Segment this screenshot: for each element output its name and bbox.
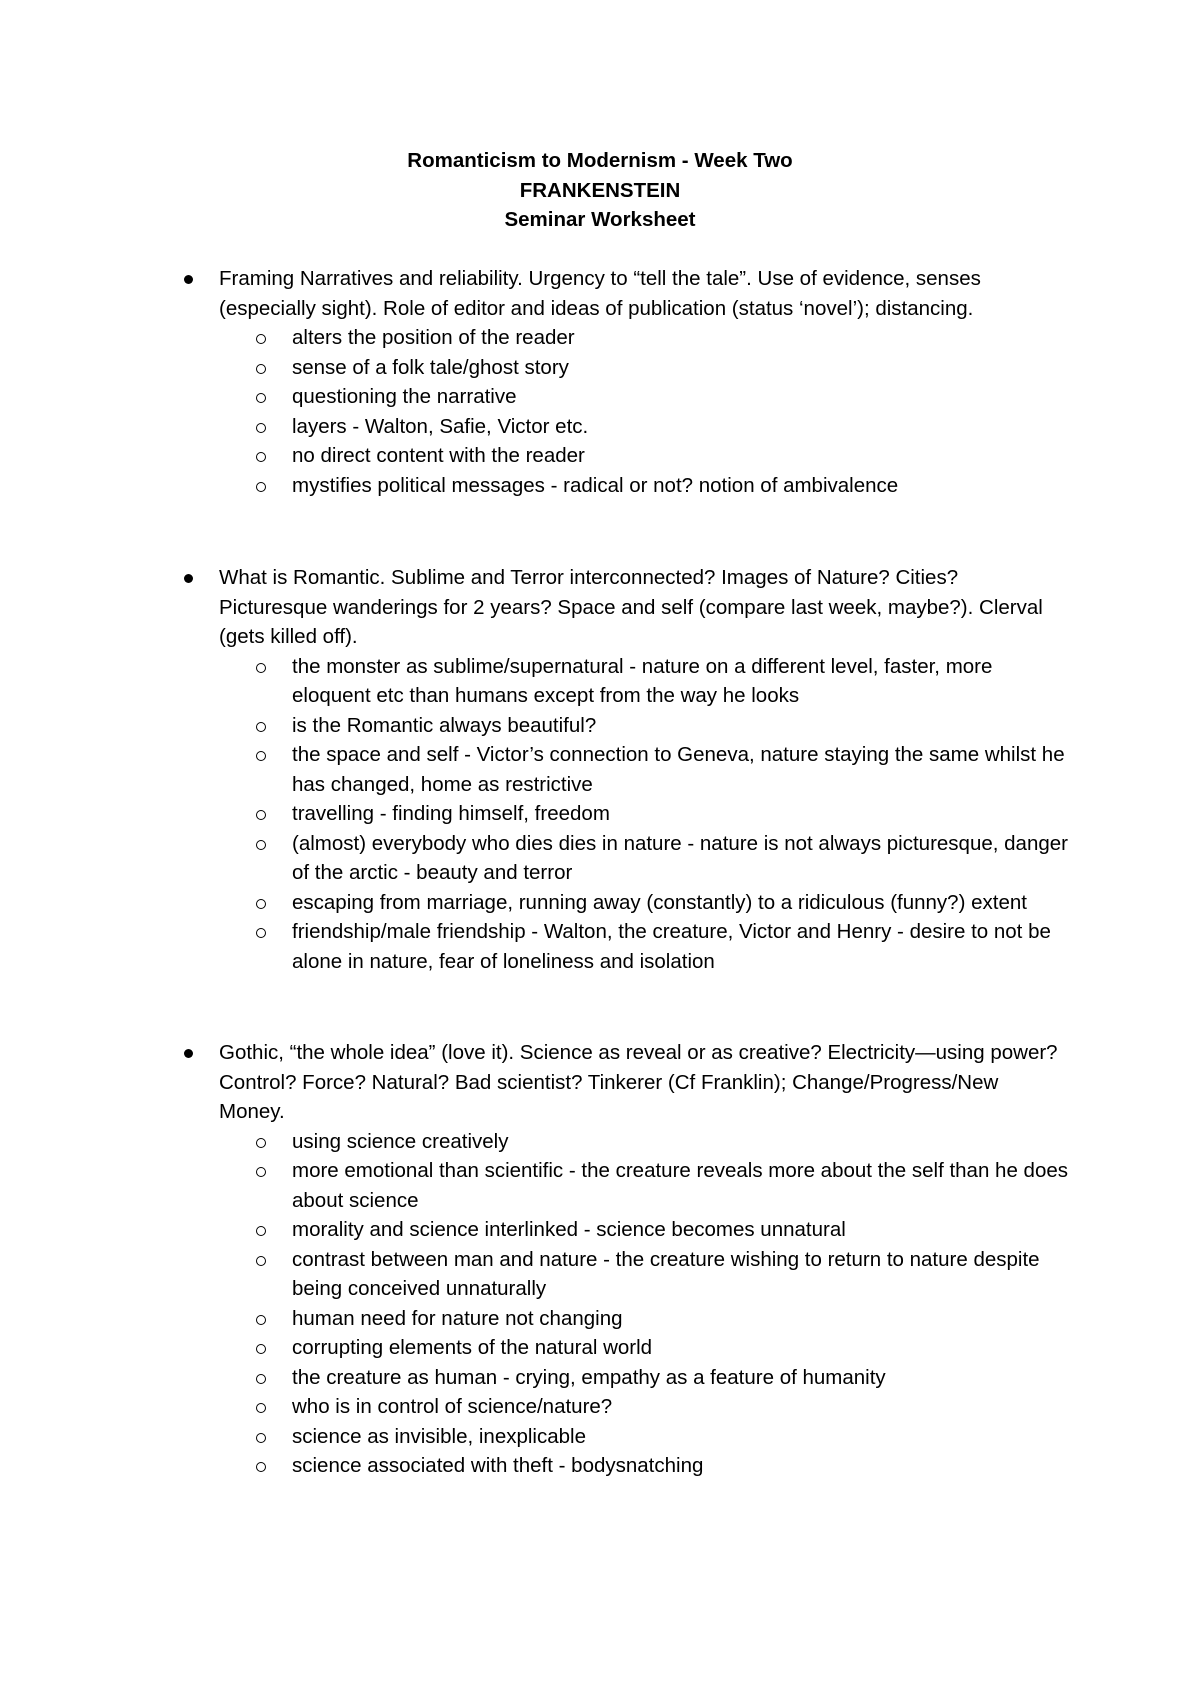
circle-bullet-icon (256, 364, 266, 374)
sub-item-text: who is in control of science/nature? (292, 1395, 613, 1418)
circle-bullet-icon (256, 722, 266, 732)
sub-item (292, 652, 1072, 711)
sub-item-text: travelling - finding himself, freedom (292, 802, 610, 825)
document-subtitle: FRANKENSTEIN (519, 178, 681, 202)
sub-item-text: sense of a folk tale/ghost story (292, 355, 569, 379)
sub-item (292, 323, 1072, 353)
sub-list (0, 1127, 1200, 1481)
circle-bullet-icon (256, 899, 266, 909)
sub-item-text: (almost) everybody who dies dies in nature - nature is not always picturesque, danger of the arctic - beauty and terror (292, 831, 1068, 884)
circle-bullet-icon (256, 1374, 266, 1384)
circle-bullet-icon (256, 1256, 266, 1266)
bullet-dot-icon (184, 1049, 193, 1058)
sub-item (292, 917, 1072, 976)
circle-bullet-icon (256, 1344, 266, 1354)
bullet-text: Framing Narratives and reliability. Urgency to “tell the tale”. Use of evidence, senses (especially sight). Role of editor and ideas of publication (status ‘novel’); distancing. (219, 267, 981, 320)
circle-bullet-icon (256, 663, 266, 673)
document-title: Romanticism to Modernism - Week Two (407, 149, 793, 172)
sub-item (292, 1363, 1072, 1393)
sub-item (292, 382, 1072, 412)
document-header (0, 146, 1200, 235)
sub-item-text: science as invisible, inexplicable (292, 1424, 586, 1448)
sub-item (292, 1392, 1072, 1422)
sub-item-text: no direct content with the reader (292, 444, 585, 467)
bullet-item (219, 1038, 1064, 1127)
circle-bullet-icon (256, 423, 266, 433)
bullet-dot-icon (184, 574, 193, 583)
sub-item-text: layers - Walton, Safie, Victor etc. (292, 414, 589, 438)
circle-bullet-icon (256, 334, 266, 344)
sub-item-text: the space and self - Victor’s connection to Geneva, nature staying the same whilst he has changed, home as restrictive (292, 743, 1065, 796)
circle-bullet-icon (256, 1462, 266, 1472)
sub-item-text: escaping from marriage, running away (constantly) to a ridiculous (funny?) extent (292, 890, 1027, 914)
circle-bullet-icon (256, 928, 266, 938)
sub-item (292, 1127, 1072, 1157)
bullet-text: What is Romantic. Sublime and Terror interconnected? Images of Nature? Cities? Picturesque wanderings for 2 years? Space and self (compare last week, maybe?). Clerval (gets killed off). (219, 566, 1043, 648)
bullet-text: Gothic, “the whole idea” (love it). Science as reveal or as creative? Electricity—using power? Control? Force? Natural? Bad scientist? Tinkerer (Cf Franklin); Change/Progress/New Money. (219, 1041, 1058, 1123)
section-framing-narratives (0, 264, 1200, 500)
worksheet-label: Seminar Worksheet (504, 208, 696, 231)
sub-item-text: using science creatively (292, 1129, 509, 1153)
sub-item (292, 353, 1072, 383)
sub-item-text: the creature as human - crying, empathy as a feature of humanity (292, 1365, 886, 1389)
sub-item (292, 1245, 1072, 1304)
circle-bullet-icon (256, 1226, 266, 1236)
sub-item (292, 799, 1072, 829)
sub-item-text: morality and science interlinked - science becomes unnatural (292, 1218, 846, 1241)
sub-item (292, 829, 1072, 888)
sub-item (292, 1215, 1072, 1245)
sub-item-text: contrast between man and nature - the creature wishing to return to nature despite being conceived unnaturally (292, 1247, 1040, 1300)
sub-item-text: mystifies political messages - radical or not? notion of ambivalence (292, 473, 899, 497)
circle-bullet-icon (256, 393, 266, 403)
sub-item (292, 1333, 1072, 1363)
sub-item-text: corrupting elements of the natural world (292, 1336, 653, 1359)
sub-item (292, 711, 1072, 741)
sub-item-text: more emotional than scientific - the creature reveals more about the self than he does about science (292, 1159, 1069, 1212)
sub-item-text: the monster as sublime/supernatural - nature on a different level, faster, more eloquent etc than humans except from the way he looks (292, 654, 993, 707)
sub-item (292, 740, 1072, 799)
circle-bullet-icon (256, 1138, 266, 1148)
sub-item-text: questioning the narrative (292, 385, 517, 408)
sub-item-text: is the Romantic always beautiful? (292, 713, 597, 737)
circle-bullet-icon (256, 482, 266, 492)
bullet-item (219, 264, 1064, 323)
sub-item-text: science associated with theft - bodysnatching (292, 1454, 704, 1477)
sub-item (292, 1304, 1072, 1334)
sub-item (292, 1451, 1072, 1481)
sub-item (292, 1422, 1072, 1452)
section-romantic (0, 563, 1200, 976)
sub-item-text: alters the position of the reader (292, 326, 575, 349)
bullet-dot-icon (184, 275, 193, 284)
sub-item (292, 888, 1072, 918)
sub-item-text: friendship/male friendship - Walton, the creature, Victor and Henry - desire to not be alone in nature, fear of loneliness and isolation (292, 920, 1051, 973)
circle-bullet-icon (256, 1403, 266, 1413)
sub-list (0, 323, 1200, 500)
circle-bullet-icon (256, 751, 266, 761)
circle-bullet-icon (256, 840, 266, 850)
sub-item (292, 441, 1072, 471)
sub-item-text: human need for nature not changing (292, 1306, 623, 1330)
sub-item (292, 471, 1072, 501)
sub-item (292, 412, 1072, 442)
circle-bullet-icon (256, 810, 266, 820)
circle-bullet-icon (256, 1315, 266, 1325)
circle-bullet-icon (256, 1167, 266, 1177)
sub-item (292, 1156, 1072, 1215)
bullet-item (219, 563, 1064, 652)
circle-bullet-icon (256, 452, 266, 462)
sub-list (0, 652, 1200, 977)
section-gothic (0, 1038, 1200, 1481)
circle-bullet-icon (256, 1433, 266, 1443)
